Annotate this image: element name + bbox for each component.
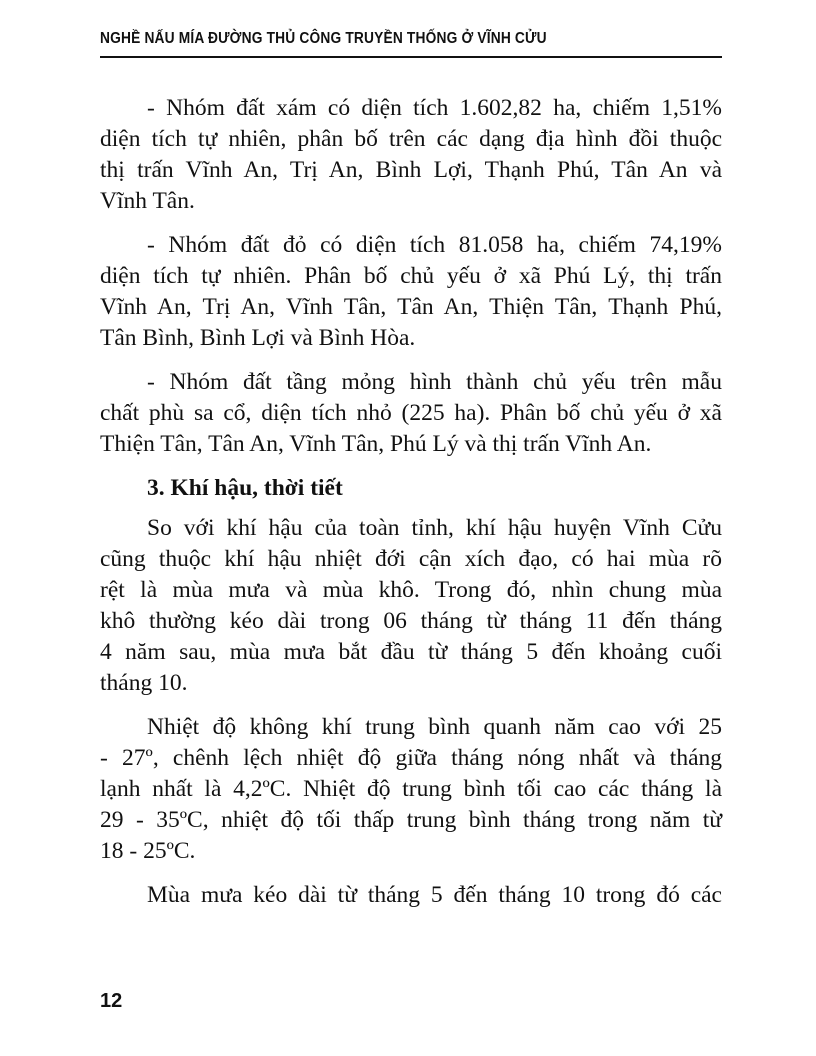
paragraph-climate [100, 513, 722, 699]
text-line: 4 năm sau, mùa mưa bắt đầu từ tháng 5 đến khoảng cuối [100, 639, 722, 665]
page-number: 12 [100, 990, 123, 1012]
running-header: NGHỀ NẤU MÍA ĐƯỜNG THỦ CÔNG TRUYỀN THỐNG Ở VĨNH CỬU [100, 30, 547, 47]
text-line: chất phù sa cổ, diện tích nhỏ (225 ha). Phân bố chủ yếu ở xã [100, 400, 722, 426]
text-line: - Nhóm đất đỏ có diện tích 81.058 ha, chiếm 74,19% [147, 232, 722, 258]
page-body [100, 93, 722, 924]
text-line: So với khí hậu của toàn tỉnh, khí hậu huyện Vĩnh Cửu [147, 515, 722, 541]
text-line: thị trấn Vĩnh An, Trị An, Bình Lợi, Thạnh Phú, Tân An và [100, 157, 722, 183]
text-line: - Nhóm đất xám có diện tích 1.602,82 ha, chiếm 1,51% [147, 95, 722, 121]
text-line: Vĩnh An, Trị An, Vĩnh Tân, Tân An, Thiện Tân, Thạnh Phú, [100, 294, 722, 320]
text-line: rệt là mùa mưa và mùa khô. Trong đó, nhìn chung mùa [100, 577, 722, 603]
section-heading: 3. Khí hậu, thời tiết [147, 475, 343, 501]
paragraph-red-soil [100, 230, 722, 354]
text-line: lạnh nhất là 4,2ºC. Nhiệt độ trung bình tối cao các tháng là [100, 776, 722, 802]
paragraph-thin-soil [100, 367, 722, 460]
text-line: cũng thuộc khí hậu nhiệt đới cận xích đạo, có hai mùa rõ [100, 546, 722, 572]
paragraph-temperature [100, 712, 722, 867]
text-line: Vĩnh Tân. [100, 188, 195, 214]
text-line: tháng 10. [100, 670, 188, 696]
text-line: Nhiệt độ không khí trung bình quanh năm cao với 25 [147, 714, 722, 740]
text-line: diện tích tự nhiên. Phân bố chủ yếu ở xã Phú Lý, thị trấn [100, 263, 722, 289]
text-line: diện tích tự nhiên, phân bố trên các dạng địa hình đồi thuộc [100, 126, 722, 152]
text-line: 18 - 25ºC. [100, 838, 196, 864]
text-line: 29 - 35ºC, nhiệt độ tối thấp trung bình tháng trong năm từ [100, 807, 722, 833]
paragraph-rainy-season [100, 880, 722, 911]
text-line: - 27º, chênh lệch nhiệt độ giữa tháng nóng nhất và tháng [100, 745, 722, 771]
paragraph-grey-soil [100, 93, 722, 217]
text-line: - Nhóm đất tầng mỏng hình thành chủ yếu trên mẫu [147, 369, 722, 395]
text-line: Mùa mưa kéo dài từ tháng 5 đến tháng 10 trong đó các [147, 882, 722, 908]
header-rule [100, 56, 722, 58]
text-line: Thiện Tân, Tân An, Vĩnh Tân, Phú Lý và thị trấn Vĩnh An. [100, 431, 652, 457]
text-line: Tân Bình, Bình Lợi và Bình Hòa. [100, 325, 416, 351]
text-line: khô thường kéo dài trong 06 tháng từ tháng 11 đến tháng [100, 608, 722, 634]
